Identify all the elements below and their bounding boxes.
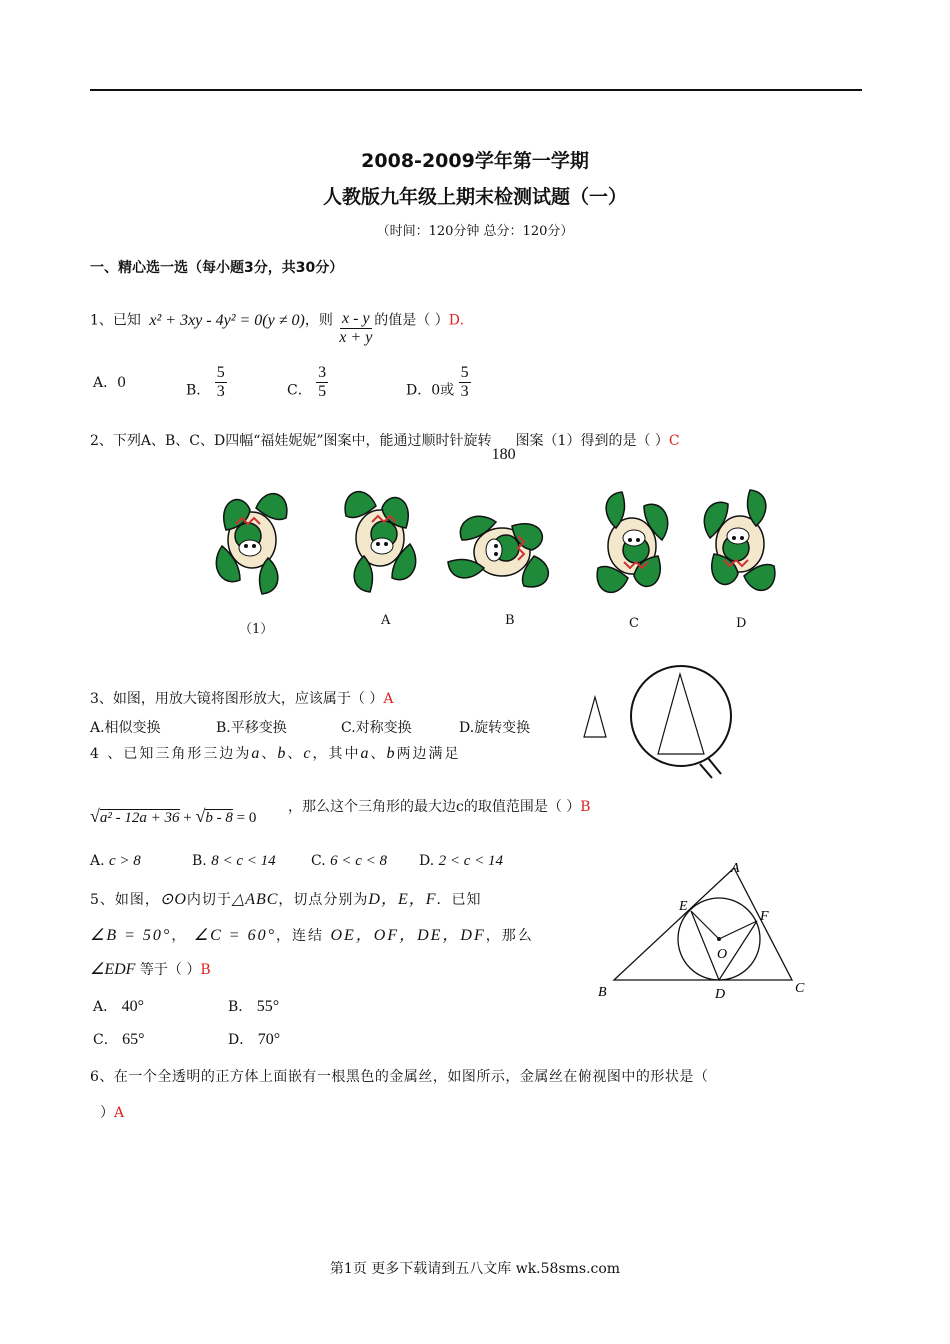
q1-option-b-den: 3 bbox=[216, 383, 225, 400]
q5-option-b bbox=[228, 996, 279, 1016]
q5-option-c-value: 65° bbox=[122, 1031, 145, 1048]
q4-var-b2: b bbox=[386, 745, 397, 762]
q4-radical1: a² - 12a + 36 bbox=[99, 810, 180, 826]
question-5-line2 bbox=[90, 922, 534, 945]
q5-line2c: ，那么 bbox=[485, 928, 534, 944]
q1-option-b-frac bbox=[215, 364, 227, 401]
q4-answer: B bbox=[580, 799, 591, 815]
q1-option-c-den: 5 bbox=[318, 383, 327, 400]
label-c: C bbox=[795, 981, 805, 996]
question-2 bbox=[90, 430, 680, 463]
page-footer: 第1页 更多下载请到五八文库 wk.58sms.com bbox=[329, 1261, 621, 1277]
q4-option-d-value: 2 < c < 14 bbox=[438, 853, 504, 869]
mascot-figure-d bbox=[704, 490, 775, 590]
question-4-line1 bbox=[90, 743, 460, 763]
q4-option-d bbox=[419, 853, 503, 870]
header-rule bbox=[90, 89, 862, 91]
q1-option-c-frac bbox=[316, 364, 328, 401]
segment-oe bbox=[691, 911, 719, 939]
q5-line1c: ，切点分别为 bbox=[278, 892, 369, 908]
q5-line3: 等于（ ） bbox=[139, 962, 201, 978]
q4-option-c-label: C. bbox=[311, 853, 326, 869]
q1-option-d-den: 3 bbox=[460, 383, 469, 400]
q5-option-c-label: C． bbox=[93, 1032, 118, 1048]
q5-angle-c: ∠C = 60° bbox=[193, 927, 276, 944]
label-a: A bbox=[731, 861, 740, 876]
exam-title: 人教版九年级上期末检测试题（一） bbox=[322, 186, 627, 208]
q4-question-tail bbox=[288, 796, 591, 816]
question-1 bbox=[90, 302, 464, 346]
q4-option-c-value: 6 < c < 8 bbox=[330, 853, 388, 869]
q5-option-c bbox=[93, 1029, 145, 1049]
label-o: O bbox=[717, 947, 728, 962]
q3-option-c: C.对称变换 bbox=[341, 720, 412, 736]
magnifier-handle-2 bbox=[700, 764, 712, 778]
triangle-abc bbox=[614, 868, 792, 980]
q5-option-b-value: 55° bbox=[256, 998, 280, 1015]
q5-option-a-value: 40° bbox=[121, 998, 144, 1015]
q3-answer: A bbox=[383, 691, 394, 707]
question-5-line3 bbox=[90, 959, 211, 979]
q1-option-c-num: 3 bbox=[318, 364, 327, 381]
q5-line1a: 5、如图， bbox=[90, 892, 160, 908]
q1-option-c bbox=[287, 364, 328, 409]
q1-option-d-label: D．0或 bbox=[406, 382, 455, 399]
q4-option-b-value: 8 < c < 14 bbox=[211, 853, 276, 869]
q5-answer: B bbox=[200, 962, 211, 978]
q2-label-1: （1） bbox=[239, 622, 274, 637]
q1-frac-num: x - y bbox=[342, 310, 370, 327]
q5-triangle: △ABC bbox=[231, 891, 279, 908]
section-heading: 一、精心选一选（每小题3分，共30分） bbox=[90, 260, 344, 276]
q1-frac-den: x + y bbox=[339, 329, 373, 346]
q4-text2: ，其中 bbox=[312, 746, 361, 762]
q2-answer: C bbox=[668, 433, 680, 449]
q4-text4: ，那么这个三角形的最大边c的取值范围是（ ） bbox=[288, 799, 581, 815]
q4-option-a bbox=[90, 853, 141, 870]
q3-magnifier-figure bbox=[578, 664, 738, 784]
large-triangle bbox=[658, 674, 704, 754]
q5-circle-o: ⊙O bbox=[159, 891, 187, 908]
q1-option-d-num: 5 bbox=[460, 364, 469, 381]
q4-option-c bbox=[311, 853, 387, 870]
q3-option-b: B.平移变换 bbox=[216, 720, 287, 736]
mascot-figure-1 bbox=[216, 494, 287, 594]
q2-label-b: B bbox=[505, 613, 515, 628]
q4-var-a: a bbox=[251, 745, 262, 762]
q5-incircle-figure bbox=[592, 858, 812, 1003]
label-b: B bbox=[598, 985, 607, 1000]
q5-option-d-label: D． bbox=[228, 1032, 254, 1048]
label-e: E bbox=[679, 899, 688, 914]
q4-text3: 两边满足 bbox=[396, 746, 461, 762]
q5-option-d bbox=[228, 1029, 280, 1049]
q3-option-a: A.相似变换 bbox=[90, 720, 161, 736]
magnifier-lens bbox=[631, 666, 731, 766]
q6-text2: ） bbox=[100, 1105, 114, 1121]
label-f: F bbox=[760, 909, 769, 924]
q5-line2b: ，连结 bbox=[275, 928, 324, 944]
q5-angle-b: ∠B = 50° bbox=[90, 927, 172, 944]
q4-option-b-label: B. bbox=[192, 853, 207, 869]
q2-angle: 180 bbox=[491, 446, 516, 463]
q4-radical-equation bbox=[90, 806, 256, 827]
mascot-figure-a bbox=[345, 492, 416, 592]
q5-line1d: ．已知 bbox=[436, 892, 482, 908]
question-6: 6、在一个全透明的正方体上面嵌有一根黑色的金属丝，如图所示，金属丝在俯视图中的形状是（ bbox=[90, 1069, 709, 1085]
small-triangle bbox=[584, 697, 606, 737]
q1-option-b-num: 5 bbox=[216, 364, 225, 381]
q4-eq0: = 0 bbox=[236, 810, 257, 826]
question-5-line1 bbox=[90, 886, 482, 909]
q1-option-a: A．0 bbox=[93, 375, 127, 391]
q1-fraction bbox=[337, 310, 374, 347]
label-d: D bbox=[715, 987, 726, 1002]
exam-subtitle: （时间：120分钟 总分：120分） bbox=[376, 224, 574, 239]
q5-line1b: 内切于 bbox=[186, 892, 232, 908]
q1-tail: 的值是（ ） bbox=[374, 312, 449, 329]
q6-answer: A bbox=[114, 1105, 125, 1121]
q5-points: D，E，F bbox=[368, 891, 437, 908]
q1-equation: x² + 3xy - 4y² = 0(y ≠ 0) bbox=[149, 311, 305, 329]
q1-option-b bbox=[186, 364, 227, 409]
q5-option-d-value: 70° bbox=[257, 1031, 281, 1048]
q5-segments: OE，OF，DE，DF bbox=[330, 927, 486, 944]
q4-var-a2: a bbox=[360, 745, 371, 762]
q1-option-d bbox=[406, 364, 471, 409]
q4-sep1: 、 bbox=[261, 746, 278, 762]
q4-plus: + bbox=[183, 810, 192, 826]
q5-comma: ， bbox=[171, 928, 188, 944]
q5-angle-edf: ∠EDF bbox=[90, 961, 136, 978]
sqrt-icon: √ bbox=[90, 806, 100, 826]
q4-option-a-label: A. bbox=[90, 853, 105, 869]
q4-text1: 4 、已知三角形三边为 bbox=[90, 746, 252, 762]
q4-sep2: 、 bbox=[287, 746, 304, 762]
q1-option-c-label: C． bbox=[287, 382, 312, 399]
q4-var-b: b bbox=[277, 745, 288, 762]
q4-option-a-value: c > 8 bbox=[109, 853, 141, 869]
q1-mid: ，则 bbox=[304, 312, 333, 329]
q2-figures bbox=[200, 488, 780, 638]
q4-option-b bbox=[192, 853, 276, 870]
question-6-tail bbox=[100, 1102, 124, 1122]
segment-de bbox=[691, 911, 719, 980]
q2-text2: 图案（1）得到的是（ ） bbox=[515, 433, 669, 449]
q2-label-c: C bbox=[629, 616, 639, 631]
q1-answer: D. bbox=[448, 312, 464, 329]
q1-lead: 1、已知 bbox=[90, 312, 141, 329]
q4-sep3: 、 bbox=[370, 746, 387, 762]
q5-option-a bbox=[93, 996, 144, 1016]
exam-term-title: 2008-2009学年第一学期 bbox=[361, 150, 589, 172]
mascot-figure-b bbox=[448, 516, 548, 587]
q2-label-d: D bbox=[736, 616, 747, 631]
q4-option-d-label: D. bbox=[419, 853, 435, 869]
sqrt-icon-2: √ bbox=[195, 806, 206, 826]
q3-text: 3、如图，用放大镜将图形放大，应该属于（ ） bbox=[90, 691, 384, 707]
q4-radical2: b - 8 bbox=[205, 810, 233, 826]
magnifier-handle-1 bbox=[708, 758, 721, 774]
q2-text: 2、下列A、B、C、D四幅“福娃妮妮”图案中，能通过顺时针旋转 bbox=[90, 433, 492, 449]
q4-var-c: c bbox=[303, 745, 313, 762]
center-point-o bbox=[717, 937, 721, 941]
q1-option-b-label: B． bbox=[186, 382, 211, 399]
mascot-figure-c bbox=[597, 492, 668, 592]
q1-option-d-frac bbox=[459, 364, 471, 401]
q3-option-d: D.旋转变换 bbox=[459, 720, 531, 736]
q5-option-b-label: B． bbox=[228, 999, 253, 1015]
question-3 bbox=[90, 688, 393, 708]
q5-option-a-label: A． bbox=[93, 999, 118, 1015]
q2-label-a: A bbox=[381, 613, 391, 628]
